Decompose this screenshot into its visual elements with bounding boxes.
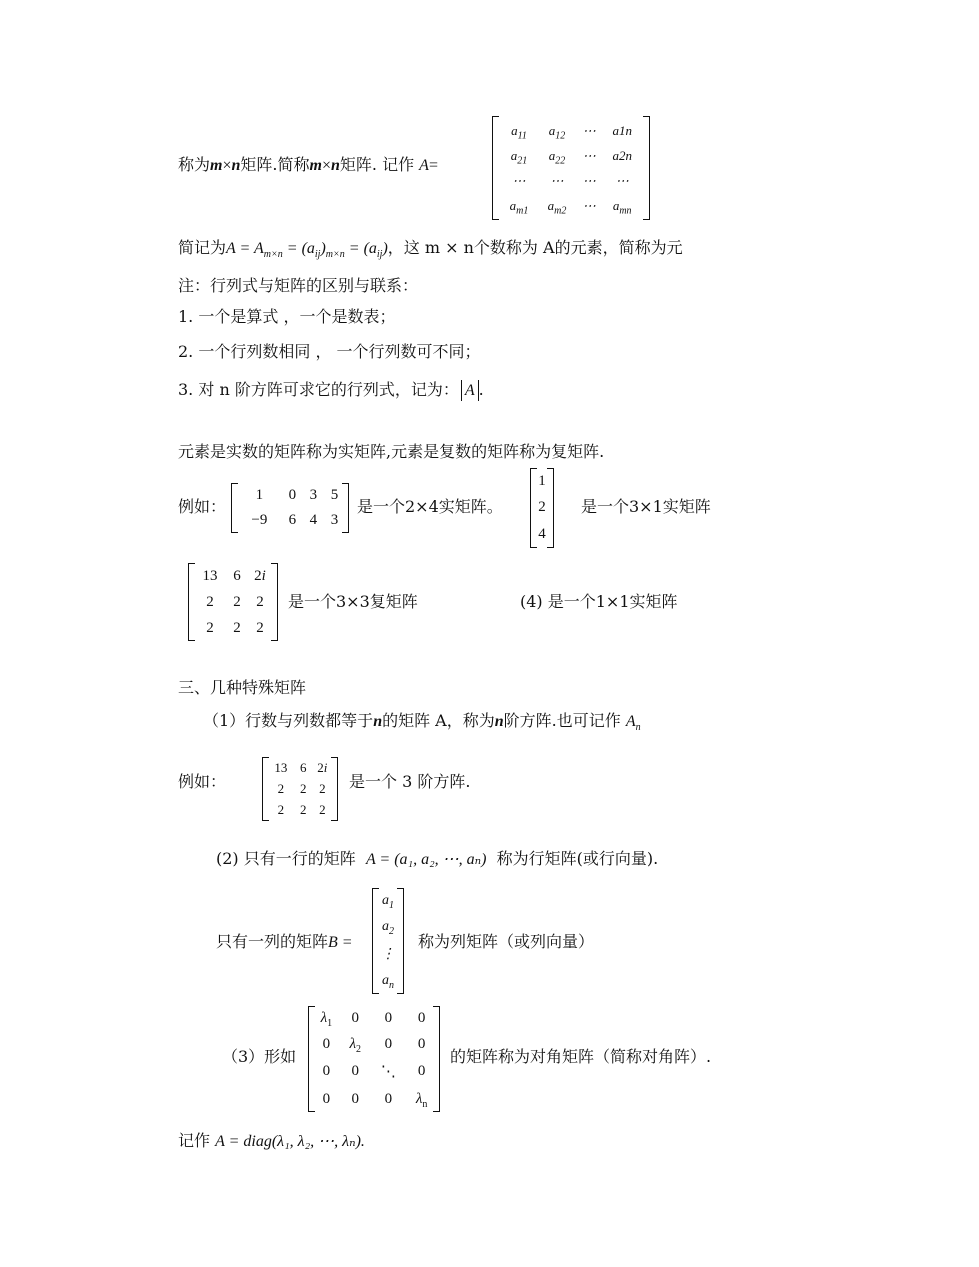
matrix-3x1-cell: 1 [538,472,546,489]
diag-formula: A = diag(λ₁, λ₂, ⋯, λₙ). [215,1133,365,1150]
s1: m×n [263,249,283,261]
text: 矩阵. 记作 [339,155,415,174]
square-matrix-definition [203,711,641,732]
general-matrix-cell: $a_{m2}$ [547,197,567,217]
column-matrix [372,888,404,994]
f4: = (a [344,240,377,257]
var-B: B = [328,934,353,951]
matrix-3x1-desc: 是一个3×1实矩阵 [581,497,711,516]
column-matrix-cell: ⋮ [381,946,395,962]
text: 简记为 [178,238,227,257]
matrix-3x3-desc: 是一个3×3复矩阵 [288,592,418,611]
note-item-2: 2. 一个行列数相同 ， 一个行列数可不同； [178,342,481,361]
row-matrix-formula: A = (a₁, a₂, ⋯, aₙ) [365,851,487,868]
square-matrix-row [266,778,334,799]
equals: = [428,157,438,174]
matrix-2x4-row [237,483,345,508]
diagonal-matrix-cell: 0 [417,1010,426,1027]
shorthand-line [178,238,683,259]
s3: m×n [325,249,345,261]
general-matrix-cell: $a_{22}$ [548,147,566,167]
diagonal-matrix-cell: ⋱ [380,1064,396,1081]
matrix-3x1-row [532,495,552,522]
general-matrix-cell: ⋯ [550,172,564,188]
var-m: m [210,157,223,174]
text: . [478,380,484,399]
s4: ij [376,249,383,261]
column-matrix-cell: $a_n$ [382,972,394,991]
s2: ij [314,249,321,261]
general-matrix-row [500,168,642,193]
matrix-2x4-row [237,508,345,533]
matrix-3x3-cell: 2 [206,593,214,610]
general-matrix-row [500,143,642,168]
square-matrix-cell: 2 [300,802,307,818]
diagonal-matrix-cell: $\lambda_1$ [320,1010,333,1030]
matrix-2x4-cell: 4 [309,512,318,528]
matrix-3x3-complex [188,563,278,641]
general-matrix-cell: $a_{21}$ [510,147,528,167]
column-matrix-line [216,932,353,953]
square-matrix-row [266,800,334,821]
definition-line [178,155,438,176]
diagonal-matrix-row [312,1057,436,1086]
diagonal-matrix-cell: $\lambda_2$ [349,1036,361,1056]
general-matrix-cell: ⋯ [582,122,596,138]
text: （1）行数与列数都等于 [203,711,374,730]
diagonal-matrix-row [312,1086,436,1112]
square-matrix-cell: 13 [274,759,288,775]
example-label: 例如： [178,772,227,791]
matrix-3x3-row [192,563,274,589]
general-matrix-cell: $a_{11}$ [511,122,527,142]
diagonal-matrix [308,1006,440,1112]
square-matrix-cell: 2i [317,759,328,775]
square-matrix-example [262,757,338,821]
general-matrix-cell: $a_{12}$ [548,122,566,142]
column-matrix-cell: $a_1$ [382,893,394,911]
times: × [321,157,331,174]
column-matrix-row [375,888,401,914]
diagonal-matrix-cell: 0 [351,1090,359,1107]
diagonal-matrix-cell: 0 [322,1063,331,1080]
shorthand-formula [226,240,388,261]
text: 阶方阵.也可记作 [503,711,621,730]
text: ，这 m × n个数称为 A的元素，简称为元 [387,238,683,257]
general-matrix-cell: ⋯ [512,172,526,188]
matrix-2x4-desc: 是一个2×4实矩阵。 [357,497,503,516]
f3: ) [320,240,326,257]
general-matrix-cell: ⋯ [615,172,629,188]
f1: A = A [226,240,264,257]
matrix-3x3-cell: 2 [256,593,264,610]
matrix-3x1-row [532,468,552,495]
text: 3. 对 n 阶方阵可求它的行列式，记为： [178,380,459,399]
square-matrix-cell: 2 [300,780,307,796]
square-matrix-cell: 2 [319,802,326,818]
general-matrix-cell: ⋯ [582,197,596,213]
text: 矩阵.简称 [240,155,310,174]
note-title: 注：行列式与矩阵的区别与联系： [178,276,419,295]
matrix-3x1 [530,468,554,548]
matrix-3x3-cell: 2 [256,619,264,636]
text: 只有一列的矩阵 [216,932,329,951]
diagonal-matrix-cell: 0 [322,1090,331,1107]
f5: ) [382,240,388,257]
matrix-1x1-desc: (4) 是一个1×1实矩阵 [520,592,678,611]
matrix-2x4-cell: 5 [330,487,339,503]
text: 称为 [178,155,211,174]
diagonal-matrix-cell: 0 [322,1036,331,1053]
general-matrix-cell: $a_{m1}$ [509,197,529,217]
column-matrix-desc: 称为列矩阵（或列向量） [418,932,595,951]
diagonal-matrix-cell: 0 [384,1090,393,1107]
times: × [222,157,232,174]
diagonal-matrix-desc: 的矩阵称为对角矩阵（简称对角阵）. [450,1047,712,1066]
text: (2) 只有一行的矩阵 [216,849,356,868]
column-matrix-row [375,940,401,968]
diagonal-matrix-cell: $\lambda_n$ [415,1090,428,1110]
matrix-2x4 [231,483,349,533]
note-item-3 [178,380,484,401]
column-matrix-cell: $a_2$ [382,919,394,937]
square-matrix-cell: 2 [319,780,326,796]
determinant [461,380,479,401]
matrix-2x4-cell: −9 [251,512,268,528]
square-matrix-cell: 6 [300,759,307,775]
matrix-3x1-cell: 4 [538,526,546,543]
general-matrix-cell: ⋯ [582,172,596,188]
general-matrix-cell: ⋯ [582,147,596,163]
general-matrix-cell: a1n [612,122,632,138]
general-matrix-cell: $a_{mn}$ [612,197,632,217]
var-n: n [373,713,383,730]
column-matrix-row [375,968,401,994]
diagonal-matrix-row [312,1032,436,1058]
real-complex-definition: 元素是实数的矩阵称为实矩阵,元素是复数的矩阵称为复矩阵. [178,442,605,461]
matrix-2x4-cell: 6 [288,512,297,528]
general-matrix-row [500,118,642,143]
diagonal-matrix-cell: 0 [417,1063,426,1080]
var-A: A [464,382,475,399]
matrix-2x4-cell: 1 [255,487,264,503]
matrix-3x1-cell: 2 [538,499,546,516]
matrix-3x3-cell: 2 [206,619,214,636]
general-matrix-row [500,193,642,218]
text: 的矩阵 A，称为 [382,711,495,730]
text: 记作 [178,1131,211,1150]
diagonal-matrix-cell: 0 [417,1036,426,1053]
matrix-3x3-cell: 2 [233,593,241,610]
matrix-2x4-cell: 0 [288,487,297,503]
matrix-3x1-row [532,521,552,548]
example-label: 例如： [178,497,227,516]
diagonal-matrix-cell: 0 [384,1036,393,1053]
matrix-3x3-row [192,615,274,641]
diagonal-matrix-cell: 0 [351,1063,359,1080]
matrix-3x3-row [192,589,274,615]
column-matrix-row [375,914,401,940]
matrix-2x4-cell: 3 [330,512,339,528]
general-matrix-cell: a2n [612,147,632,163]
matrix-2x4-cell: 3 [309,487,318,503]
diagonal-matrix-cell: 0 [351,1010,359,1027]
var-m: m [309,157,322,174]
matrix-3x3-cell: 6 [233,567,241,584]
var-A: A [419,157,429,174]
diag-prefix: （3）形如 [222,1047,297,1066]
matrix-3x3-cell: 2 [233,619,241,636]
var-A: A [625,713,636,730]
diagonal-matrix-cell: 0 [384,1010,393,1027]
diagonal-matrix-row [312,1006,436,1032]
square-matrix-row [266,757,334,778]
row-matrix-line [216,849,658,870]
var-n: n [494,713,504,730]
text: 称为行矩阵(或行向量). [496,849,659,868]
square-matrix-cell: 2 [277,802,285,818]
var-n: n [330,157,340,174]
sub-n: n [635,722,641,734]
general-matrix [492,116,650,220]
matrix-3x3-cell: 13 [202,567,218,584]
section-heading: 三、几种特殊矩阵 [178,678,307,697]
diag-notation-line [178,1131,365,1152]
square-matrix-desc: 是一个 3 阶方阵. [349,772,471,791]
matrix-3x3-cell: 2i [254,567,266,584]
note-item-1: 1. 一个是算式 ，一个是数表； [178,307,396,326]
square-matrix-cell: 2 [277,780,285,796]
var-n: n [231,157,241,174]
f2: = (a [282,240,315,257]
